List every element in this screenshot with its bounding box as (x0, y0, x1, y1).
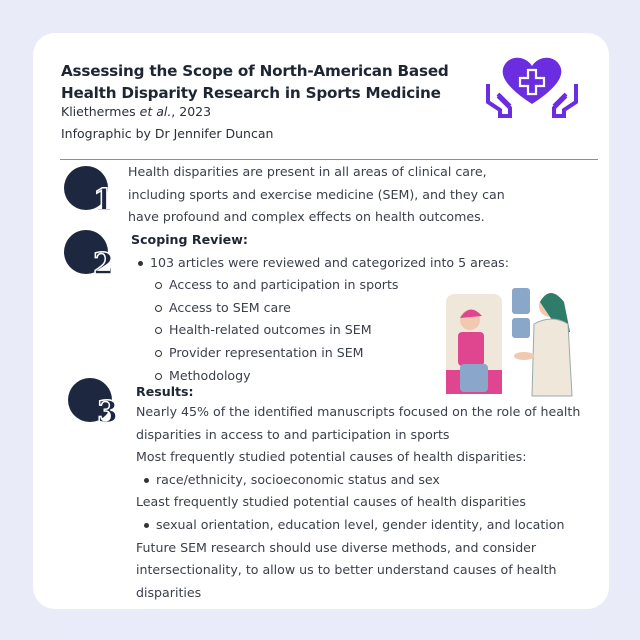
title-line: Assessing the Scope of North-American Based (61, 62, 449, 80)
citation-etal: et al. (139, 104, 172, 119)
text-line: have profound and complex effects on health outcomes. (128, 209, 485, 225)
section-3-text (136, 383, 606, 604)
text-line: including sports and exercise medicine (SEM), and they can (128, 186, 505, 202)
step-3-badge (68, 378, 118, 430)
step-number: 1 (93, 183, 114, 218)
paragraph: Least frequently studied potential causes of health disparities (136, 494, 526, 510)
heart-hands-icon (484, 52, 580, 118)
title-line: Health Disparity Research in Sports Medicine (61, 84, 441, 102)
list-item: Access to SEM care (131, 297, 504, 320)
paragraph: Most frequently studied potential causes of health disparities: (136, 449, 527, 465)
text-line: Health disparities are present in all areas of clinical care, (128, 164, 487, 179)
step-2-badge (64, 230, 114, 282)
divider (60, 159, 598, 160)
doctor-patient-illustration (440, 280, 590, 400)
section-1-text (128, 161, 505, 229)
byline: Infographic by Dr Jennifer Duncan (61, 126, 274, 141)
list-item: Access to and participation in sports (131, 274, 504, 297)
paragraph: Future SEM research should use diverse methods, and consider intersectionality, to allow us to better understand causes of health disparities (136, 539, 557, 600)
citation-year: , 2023 (171, 104, 212, 119)
section-heading: Scoping Review: (131, 232, 248, 247)
list-item: Methodology (131, 365, 504, 388)
step-1-badge (64, 166, 114, 218)
citation-author: Kliethermes (61, 104, 140, 119)
step-number: 2 (93, 247, 114, 282)
step-number: 3 (97, 395, 118, 430)
page-title (61, 60, 449, 104)
list-item: sexual orientation, education level, gender identity, and location (142, 514, 606, 537)
citation (61, 104, 211, 119)
section-heading: Results: (136, 384, 194, 399)
paragraph: Nearly 45% of the identified manuscripts focused on the role of health disparities in access to and participation in sports (136, 404, 581, 442)
list-item: 103 articles were reviewed and categorized into 5 areas: (136, 252, 509, 275)
list-item: Health-related outcomes in SEM (131, 319, 504, 342)
list-item: Provider representation in SEM (131, 342, 504, 365)
list-item: race/ethnicity, socioeconomic status and sex (142, 469, 606, 492)
